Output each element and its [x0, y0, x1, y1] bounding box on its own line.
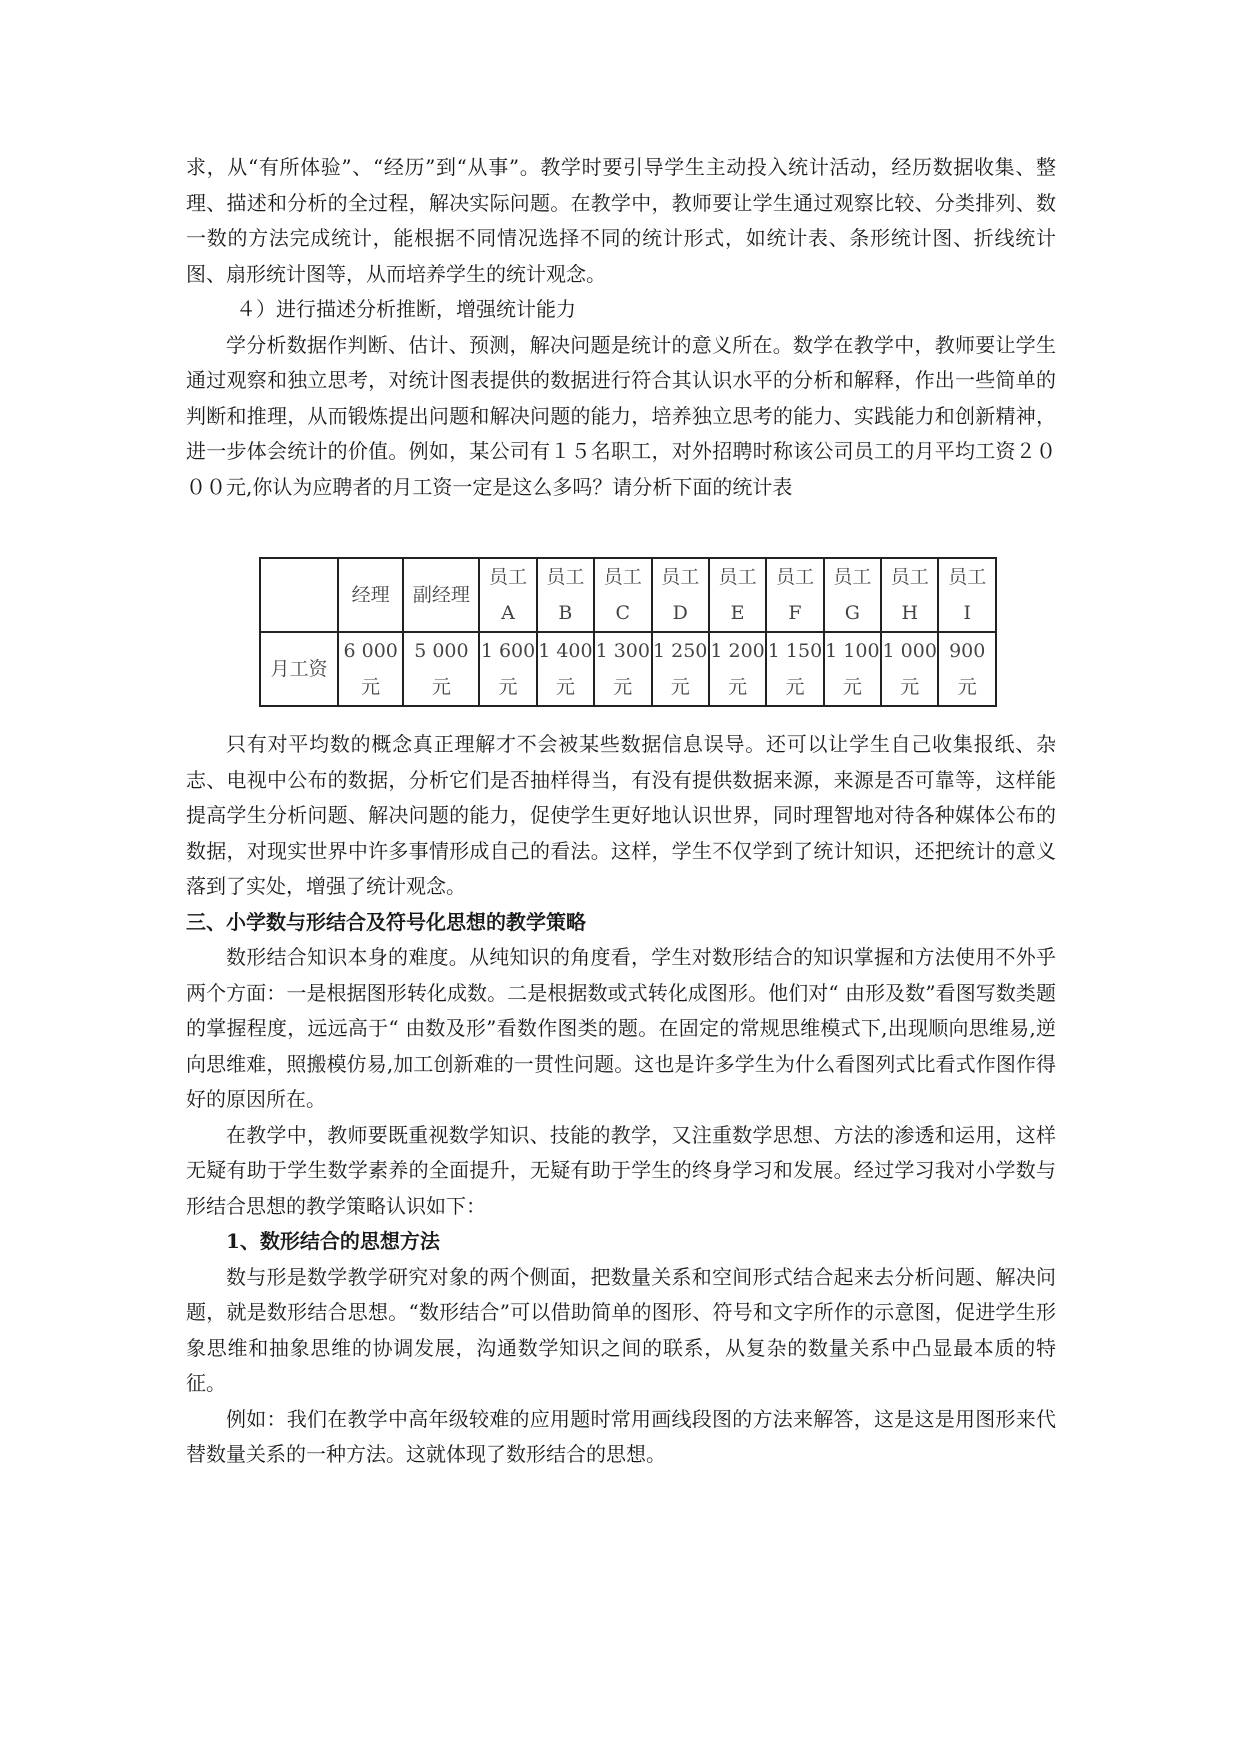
table-header-row — [260, 558, 996, 632]
body-paragraph: 只有对平均数的概念真正理解才不会被某些数据信息误导。还可以让学生自己收集报纸、杂志、电视中公布的数据，分析它们是否抽样得当，有没有提供数据来源，来源是否可靠等，这样能提高学生分析问题、解决问题的能力，促使学生更好地认识世界，同时理智地对待各种媒体公布的数据，对现实世界中许多事情形成自己的看法。这样，学生不仅学到了统计知识，还把统计的意义落到了实处，增强了统计观念。 — [186, 732, 1056, 898]
table-cell: 1 000 元 — [881, 632, 938, 706]
table-cell: 1 200 元 — [709, 632, 766, 706]
table-cell: 6 000 元 — [338, 632, 404, 706]
document-page — [186, 150, 1056, 1473]
subsection-heading: 1、数形结合的思想方法 — [226, 1229, 440, 1253]
table-cell: 1 150 元 — [766, 632, 823, 706]
table-cell: 1 400 元 — [537, 632, 594, 706]
table-header-cell: 员工 A — [479, 558, 536, 632]
table-cell: 5 000 元 — [403, 632, 479, 706]
table-row — [260, 632, 996, 706]
body-paragraph: 数与形是数学教学研究对象的两个侧面，把数量关系和空间形式结合起来去分析问题、解决问题，就是数形结合思想。“数形结合”可以借助简单的图形、符号和文字所作的示意图，促进学生形象思维和抽象思维的协调发展，沟通数学知识之间的联系，从复杂的数量关系中凸显最本质的特征。 — [186, 1264, 1056, 1395]
body-paragraph: 在教学中，教师要既重视数学知识、技能的教学，又注重数学思想、方法的渗透和运用，这样无疑有助于学生数学素养的全面提升，无疑有助于学生的终身学习和发展。经过学习我对小学数与形结合思想的教学策略认识如下： — [186, 1122, 1056, 1218]
table-header-cell: 员工 F — [766, 558, 823, 632]
table-header-cell: 员工 E — [709, 558, 766, 632]
table-header-cell: 副经理 — [403, 558, 479, 632]
table-header-cell: 员工 D — [652, 558, 709, 632]
table-row-label: 月工资 — [260, 632, 338, 706]
table-cell: 1 300 元 — [594, 632, 651, 706]
table-cell: 900 元 — [938, 632, 996, 706]
body-paragraph: 学分析数据作判断、估计、预测，解决问题是统计的意义所在。数学在教学中，教师要让学生通过观察和独立思考，对统计图表提供的数据进行符合其认识水平的分析和解释，作出一些简单的判断和推理，从而锻炼提出问题和解决问题的能力，培养独立思考的能力、实践能力和创新精神，进一步体会统计的价值。例如，某公司有１５名职工，对外招聘时称该公司员工的月平均工资２０００元,你认为应聘者的月工资一定是这么多吗？请分析下面的统计表 — [186, 332, 1056, 499]
body-paragraph: 例如：我们在教学中高年级较难的应用题时常用画线段图的方法来解答，这是这是用图形来代替数量关系的一种方法。这就体现了数形结合的思想。 — [186, 1406, 1056, 1466]
salary-table — [259, 557, 997, 707]
table-header-cell: 员工 G — [824, 558, 881, 632]
table-header-cell: 员工 C — [594, 558, 651, 632]
table-header-cell: 经理 — [338, 558, 404, 632]
table-corner-cell — [260, 558, 338, 632]
section-heading: 三、小学数与形结合及符号化思想的教学策略 — [186, 909, 586, 934]
body-paragraph: 数形结合知识本身的难度。从纯知识的角度看，学生对数形结合的知识掌握和方法使用不外乎两个方面：一是根据图形转化成数。二是根据数或式转化成图形。他们对“ 由形及数”看图写数类题的掌握程度，远远高于“ 由数及形”看数作图类的题。在固定的常规思维模式下,出现顺向思维易,逆向思维难，照搬模仿易,加工创新难的一贯性问题。这也是许多学生为什么看图列式比看式作图作得好的原因所在。 — [186, 945, 1056, 1111]
body-paragraph: 求，从“有所体验”、“经历”到“从事”。教学时要引导学生主动投入统计活动，经历数据收集、整理、描述和分析的全过程，解决实际问题。在教学中，教师要让学生通过观察比较、分类排列、数一数的方法完成统计，能根据不同情况选择不同的统计形式，如统计表、条形统计图、折线统计图、扇形统计图等，从而培养学生的统计观念。 — [186, 155, 1056, 286]
table-cell: 1 100 元 — [824, 632, 881, 706]
table-cell: 1 600 元 — [479, 632, 536, 706]
table-cell: 1 250 元 — [652, 632, 709, 706]
table-header-cell: 员工 I — [938, 558, 996, 632]
table-header-cell: 员工 B — [537, 558, 594, 632]
subheading: ４）进行描述分析推断，增强统计能力 — [236, 297, 576, 321]
table-header-cell: 员工 H — [881, 558, 938, 632]
